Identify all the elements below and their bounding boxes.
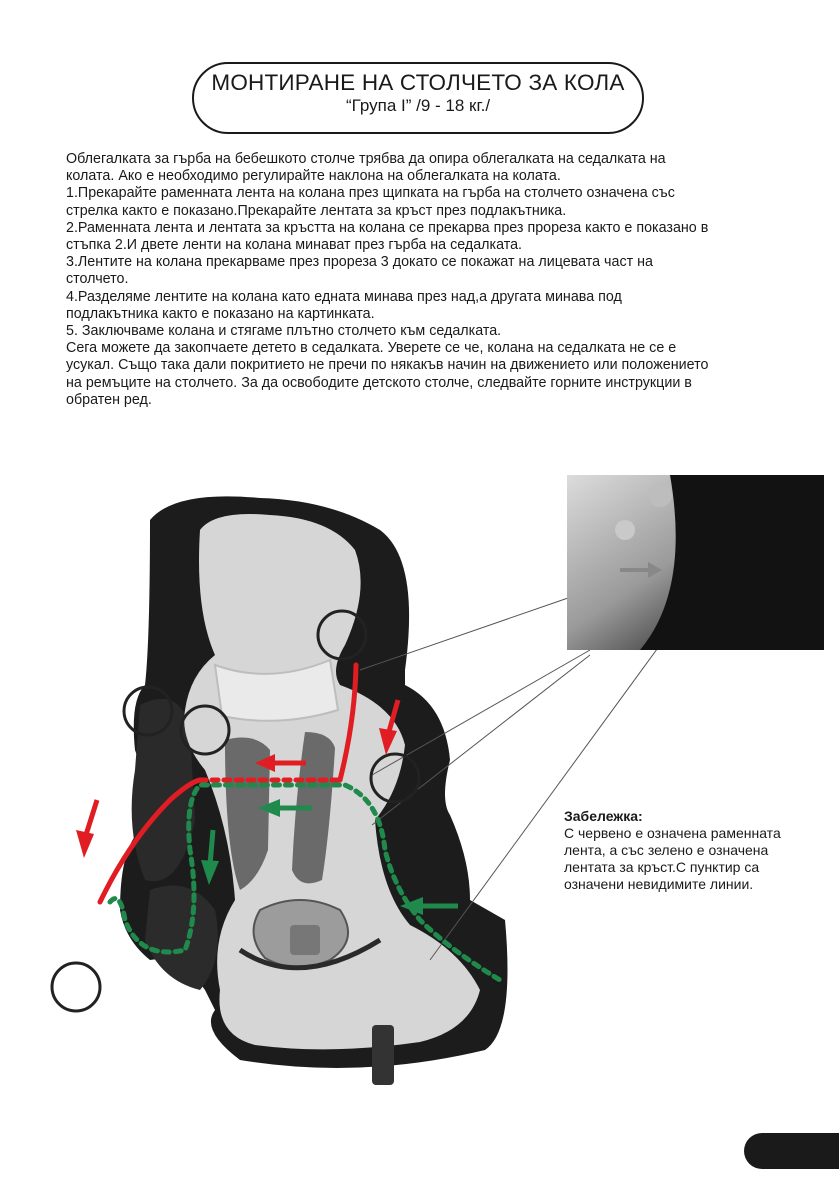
instruction-line: 3.Лентите на колана прекарваме през прореза 3 докато се покажат на лицевата част на	[66, 254, 653, 271]
instruction-line: на ремъците на столчето. За да освободите детското столче, следвайте горните инструкции в	[66, 374, 692, 391]
note-line: означени невидимите линии.	[564, 876, 754, 892]
instruction-line: усукал. Също така дали покритието не пречи по някакъв начин на движението или положението	[66, 357, 709, 374]
page-title: МОНТИРАНЕ НА СТОЛЧЕТО ЗА КОЛА	[211, 70, 625, 95]
note-line: лента, а със зелено е означена	[564, 842, 769, 858]
page-subtitle: “Група I” /9 - 18 кг./	[345, 96, 491, 115]
title-box	[192, 62, 644, 134]
instruction-line: 4.Разделяме лентите на колана като едната минава през над,а другата минава под	[66, 288, 622, 305]
instruction-line: 1.Прекарайте раменната лента на колана през щипката на гърба на столчето означена със	[66, 185, 675, 202]
instruction-line: обратен ред.	[66, 391, 152, 408]
car-seat-drawing	[0, 470, 839, 1130]
detail-photo	[567, 475, 824, 650]
instruction-line: колата. Ако е необходимо регулирайте наклона на облегалката на колата.	[66, 168, 561, 185]
instruction-line: 2.Раменната лента и лентата за кръстта на колана се прекарва през прореза както е показано в	[66, 219, 709, 236]
instructions	[66, 151, 796, 409]
instruction-line: Сега можете да закопчаете детето в седалката. Уверете се че, колана на седалката не се е	[66, 340, 677, 357]
car-seat-illustration	[0, 470, 839, 1130]
note-title: Забележка:	[564, 808, 643, 824]
instruction-line: столчето.	[66, 271, 129, 288]
note-line: лентата за кръст.С пунктир са	[564, 859, 760, 875]
instruction-line: 5. Заключваме колана и стягаме плътно столчето към седалката.	[66, 323, 502, 340]
instruction-line: Облегалката за гърба на бебешкото столче трябва да опира облегалката на седалката на	[66, 151, 666, 167]
instruction-line: стъпка 2.И двете ленти на колана минават през гърба на седалката.	[66, 237, 523, 254]
instruction-line: стрелка както е показано.Прекарайте лентата за кръст през подлакътника.	[66, 202, 567, 219]
note-box	[564, 808, 834, 893]
note-line: С червено е означена раменната	[564, 825, 781, 841]
instruction-line: подлакътника както е показано на картинката.	[66, 305, 375, 322]
marker-circle	[52, 963, 100, 1011]
page-tab	[744, 1133, 839, 1169]
